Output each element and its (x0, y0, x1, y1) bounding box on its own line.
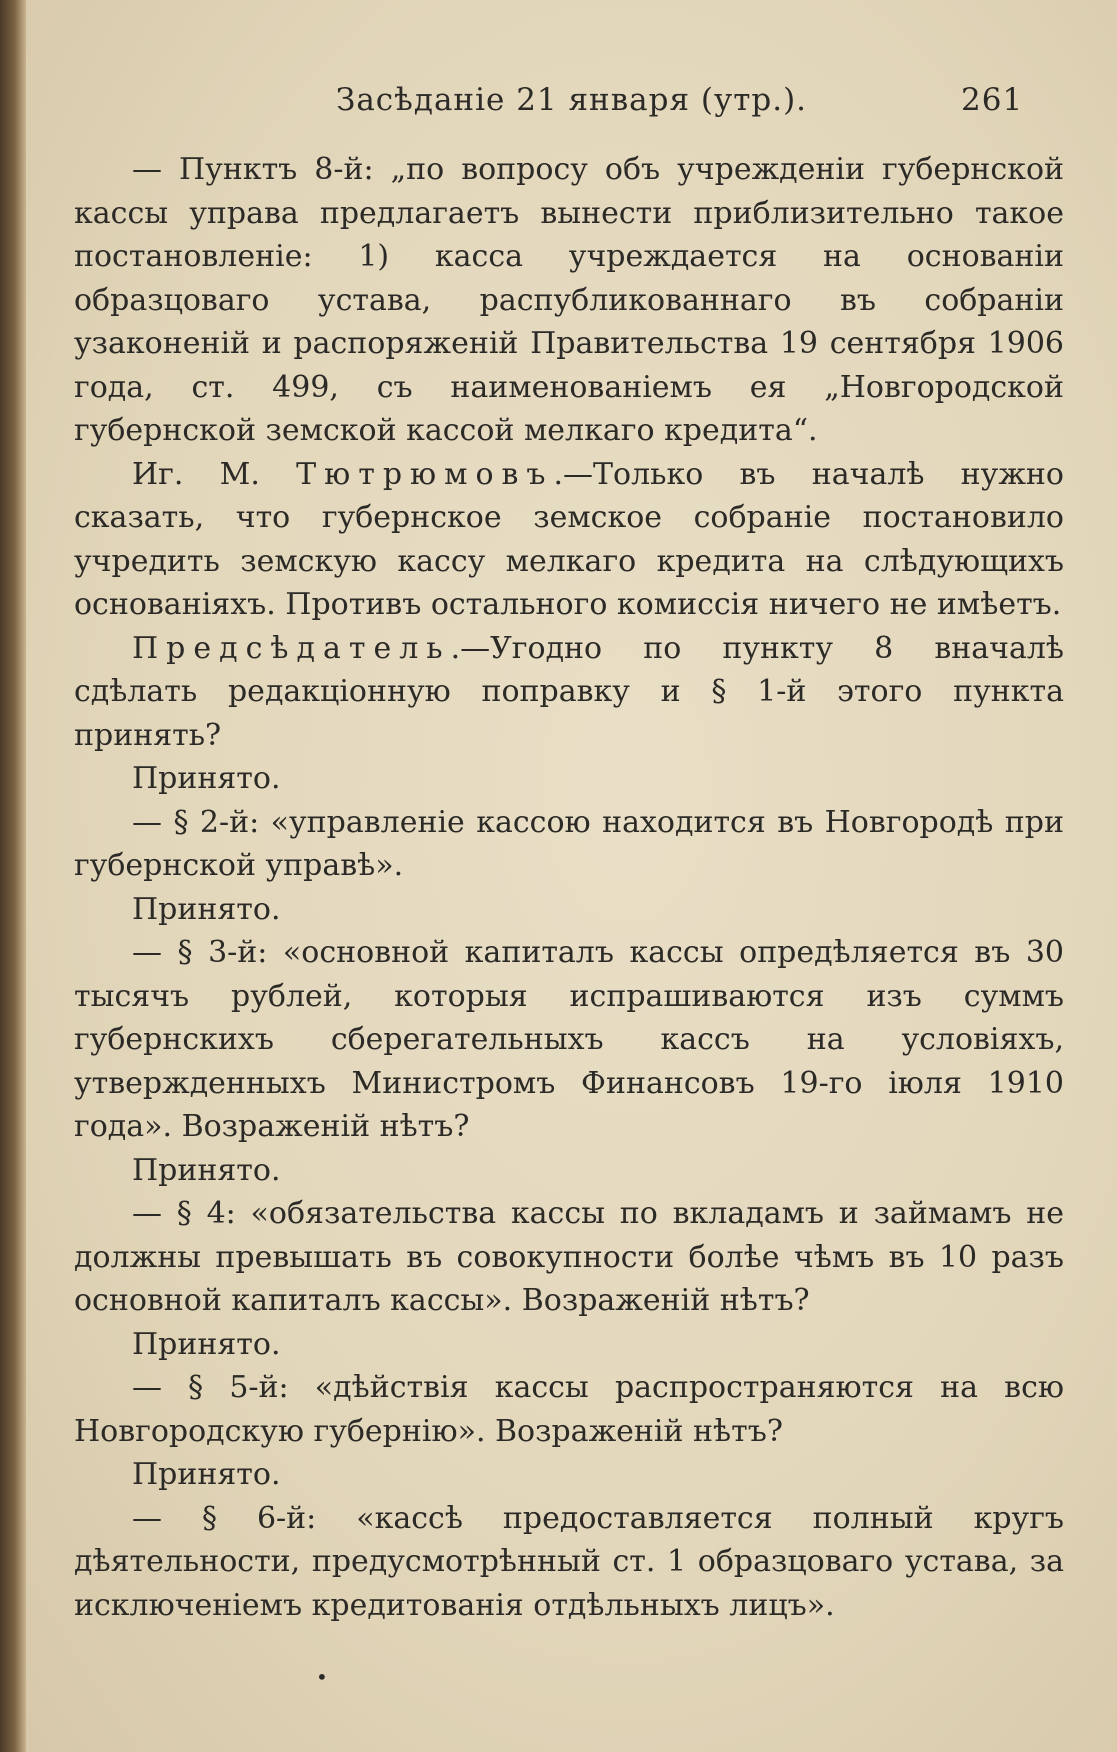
footer-mark: • (316, 1665, 328, 1689)
paragraph (74, 1323, 1064, 1367)
paragraph (74, 453, 1064, 627)
speaker-name: Предсѣдатель (132, 630, 451, 666)
page-header (26, 82, 1117, 130)
paragraph (74, 931, 1064, 1149)
paragraph (74, 1497, 1064, 1628)
paragraph (74, 1453, 1064, 1497)
paragraph (74, 1149, 1064, 1193)
page-number: 261 (961, 82, 1024, 118)
paragraph-text: .—Угодно по пункту 8 вначалѣ сдѣлать редакціонную поправку и § 1-й этого пункта принять? (74, 630, 1064, 753)
paragraph (74, 888, 1064, 932)
paragraph-text: — § 4: «обязательства кассы по вкладамъ и займамъ не должны превышать въ совокупности болѣе чѣмъ въ 10 разъ основной капиталъ кассы». Возраженій нѣтъ? (74, 1196, 1064, 1318)
paragraph-text: .—Только въ началѣ нужно сказать, что губернское земское собраніе постановило учредить земскую кассу мелкаго кредита на слѣдующихъ основаніяхъ. Противъ остального комиссія ничего не имѣетъ. (74, 456, 1064, 622)
paragraph-text: Принято. (132, 891, 281, 927)
paragraph-text: — § 2-й: «управленіе кассою находится въ Новгородѣ при губернской управѣ». (74, 804, 1064, 883)
paragraph-text: Принято. (132, 761, 281, 796)
paragraph-text: Принято. (132, 1457, 281, 1492)
paragraph (74, 627, 1064, 758)
paragraph (74, 148, 1064, 453)
paragraph (74, 1192, 1064, 1323)
paragraph-text: — § 3-й: «основной капиталъ кассы опредѣляется въ 30 тысячъ рублей, которыя испрашиваются изъ суммъ губернскихъ сберегательныхъ кассъ на условіяхъ, утвержденныхъ Министромъ Финансовъ 19-го іюля 1910 года». Возраженій нѣтъ? (74, 935, 1064, 1144)
book-spine-shadow (0, 0, 26, 1752)
paragraph-text: — § 5-й: «дѣйствія кассы распространяются на всю Новгородскую губернію». Возраженій нѣтъ? (74, 1370, 1064, 1449)
paragraph (74, 757, 1064, 801)
speaker-name: Тютрюмовъ (296, 456, 554, 492)
speaker-initials: Иг. М. (132, 456, 297, 492)
paragraph-text: Принято. (132, 1152, 281, 1188)
paragraph-text: Принято. (132, 1326, 281, 1362)
paragraph-text: — Пунктъ 8-й: „по вопросу объ учрежденіи губернской кассы управа предлагаетъ вынести приблизительно такое постановленіе: 1) касса учреждается на основаніи образцоваго устава, распубликованнаго въ собраніи узаконеній и распоряженій Правительства 19 сентября 1906 года, ст. 499, съ наименованіемъ ея „Новгородской губернской земской кассой мелкаго кредита“. (74, 152, 1064, 448)
body-text (74, 148, 1064, 1627)
paragraph-text: — § 6-й: «кассѣ предоставляется полный кругъ дѣятельности, предусмотрѣнный ст. 1 образцоваго устава, за исключеніемъ кредитованія отдѣльныхъ лицъ». (74, 1500, 1064, 1623)
paragraph (74, 1366, 1064, 1453)
book-page (26, 0, 1117, 1752)
running-head: Засѣданіе 21 января (утр.). (336, 82, 808, 118)
paragraph (74, 801, 1064, 888)
